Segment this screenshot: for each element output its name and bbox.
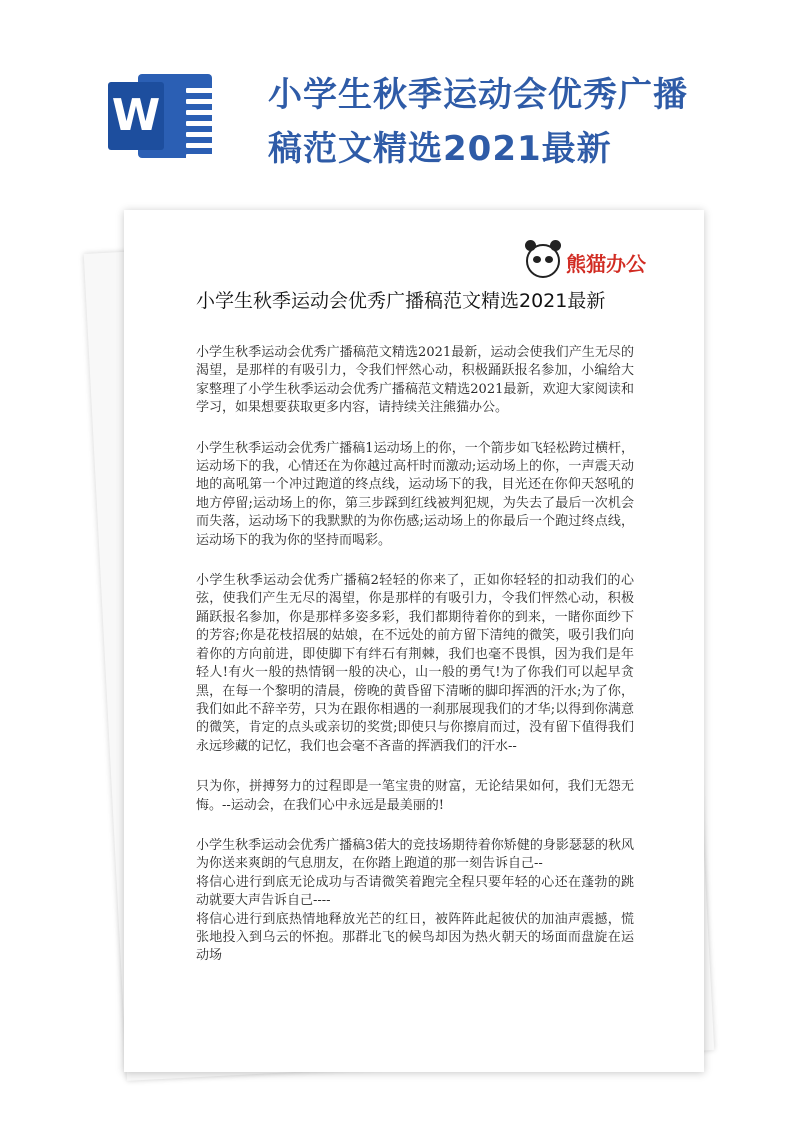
paragraph-intro: 小学生秋季运动会优秀广播稿范文精选2021最新，运动会使我们产生无尽的渴望，是那样的有吸引力，令我们怦然心动，积极踊跃报名参加，小编给大家整理了小学生秋季运动会优秀广播稿范文精选2021最新，欢迎大家阅读和学习，如果想要获取更多内容，请持续关注熊猫办公。	[196, 345, 634, 416]
page-header	[0, 0, 800, 200]
page-title: 小学生秋季运动会优秀广播稿范文精选2021最新	[268, 75, 688, 169]
paragraph-1: 小学生秋季运动会优秀广播稿1运动场上的你，一个箭步如飞轻松跨过横杆，运动场下的我，心情还在为你越过高杆时而激动;运动场上的你，一声震天动地的高吼第一个冲过跑道的终点线，运动场下的我，目光还在你仰天怒吼的地方停留;运动场上的你，第三步踩到红线被判犯规，为失去了最后一次机会而失落，运动场下的我默默的为你伤感;运动场上的你最后一个跑过终点线，运动场下的我为你的坚持而喝彩。	[196, 440, 634, 548]
word-icon-letter: W	[108, 82, 164, 150]
document-title: 小学生秋季运动会优秀广播稿范文精选2021最新	[196, 290, 606, 312]
word-document-icon	[108, 74, 212, 158]
brand-logo-text: 熊猫办公	[566, 252, 646, 276]
document-preview-page	[124, 210, 704, 1072]
word-icon-lines	[186, 88, 232, 176]
paragraph-2: 小学生秋季运动会优秀广播稿2轻轻的你来了，正如你轻轻的扣动我们的心弦，使我们产生无尽的渴望，你是那样的有吸引力，令我们怦然心动，积极踊跃报名参加，你是那样多姿多彩，我们都期待着你的到来，一睹你面纱下的芳容;你是花枝招展的姑娘，在不远处的前方留下清纯的微笑，吸引我们向着你的方向前进，即使脚下有绊石有荆棘，我们也毫不畏惧，因为我们是年轻人!有火一般的热情钢一般的决心，山一般的勇气!为了你我们可以起早贪黑，在每一个黎明的清晨，傍晚的黄昏留下清晰的脚印挥洒的汗水;为了你，我们如此不辞辛劳，只为在跟你相遇的一刹那展现我们的才华;以得到你满意的微笑，肯定的点头或亲切的奖赏;即使只与你擦肩而过，没有留下值得我们永远珍藏的记忆，我们也会毫不吝啬的挥洒我们的汗水--	[196, 573, 634, 754]
document-body	[196, 344, 634, 988]
paragraph-3: 只为你，拼搏努力的过程即是一笔宝贵的财富，无论结果如何，我们无怨无悔。--运动会，在我们心中永远是最美丽的!	[196, 779, 634, 813]
panda-icon	[526, 244, 560, 278]
paragraph-4: 小学生秋季运动会优秀广播稿3偌大的竞技场期待着你矫健的身影瑟瑟的秋风为你送来爽朗的气息朋友，在你踏上跑道的那一刻告诉自己-- 将信心进行到底无论成功与否请微笑着跑完全程只要年轻的心还在蓬勃的跳动就要大声告诉自己---- 将信心进行到底热情地释放光芒的红日，被阵阵此起彼伏的加油声震撼，慌张地投入到乌云的怀抱。那群北飞的候鸟却因为热火朝天的场面而盘旋在运动场	[196, 837, 634, 964]
